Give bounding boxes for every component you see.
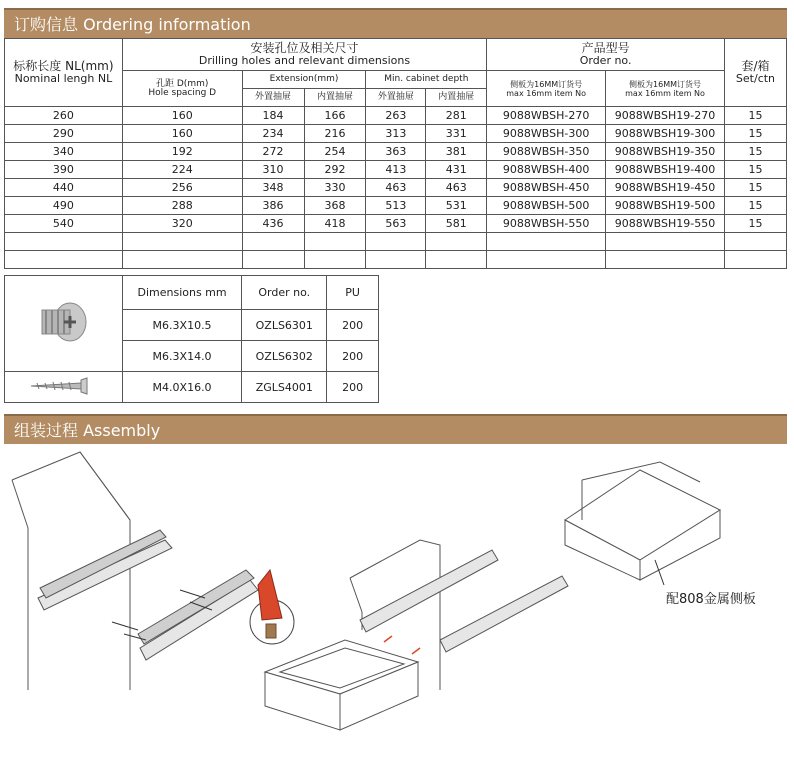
table-cell: 540 bbox=[5, 215, 123, 233]
table-cell: 9088WBSH19-400 bbox=[606, 161, 725, 179]
table-cell: 531 bbox=[426, 197, 487, 215]
depth-outer-header: 外置抽屉 bbox=[366, 89, 426, 107]
screw-order: OZLS6301 bbox=[242, 310, 327, 341]
table-cell: 15 bbox=[724, 107, 786, 125]
extension-header: Extension(mm) bbox=[242, 71, 366, 89]
table-cell: 320 bbox=[122, 215, 242, 233]
screw-order: ZGLS4001 bbox=[242, 372, 327, 403]
ordering-header: 订购信息 Ordering information bbox=[4, 8, 787, 38]
table-cell: 463 bbox=[426, 179, 487, 197]
table-cell: 413 bbox=[366, 161, 426, 179]
table-cell: 9088WBSH-500 bbox=[487, 197, 606, 215]
table-cell: 15 bbox=[724, 125, 786, 143]
table-cell: 15 bbox=[724, 215, 786, 233]
table-cell: 436 bbox=[242, 215, 304, 233]
table-cell: 9088WBSH-450 bbox=[487, 179, 606, 197]
table-cell: 15 bbox=[724, 197, 786, 215]
table-cell: 381 bbox=[426, 143, 487, 161]
table-cell: 292 bbox=[304, 161, 366, 179]
table-cell: 310 bbox=[242, 161, 304, 179]
table-cell: 216 bbox=[304, 125, 366, 143]
table-cell: 340 bbox=[5, 143, 123, 161]
screw-dim: M4.0X16.0 bbox=[122, 372, 242, 403]
table-cell: 463 bbox=[366, 179, 426, 197]
table-cell: 9088WBSH19-270 bbox=[606, 107, 725, 125]
metal-side-label: 配808金属侧板 bbox=[666, 592, 756, 607]
table-cell: 166 bbox=[304, 107, 366, 125]
table-cell: 9088WBSH19-450 bbox=[606, 179, 725, 197]
table-cell: 15 bbox=[724, 179, 786, 197]
side16-header-1: 侧板为16MM订货号 max 16mm item No bbox=[487, 71, 606, 107]
screw-pu: 200 bbox=[327, 341, 379, 372]
screw-order: OZLS6302 bbox=[242, 341, 327, 372]
table-cell: 9088WBSH-270 bbox=[487, 107, 606, 125]
table-cell: 563 bbox=[366, 215, 426, 233]
table-cell: 386 bbox=[242, 197, 304, 215]
table-cell: 263 bbox=[366, 107, 426, 125]
table-cell: 290 bbox=[5, 125, 123, 143]
nominal-length-header: 标称长度 NL(mm) Nominal lengh NL bbox=[5, 39, 123, 107]
cabinet-side-step1 bbox=[12, 452, 258, 690]
table-cell: 9088WBSH19-550 bbox=[606, 215, 725, 233]
ext-outer-header: 外置抽屉 bbox=[242, 89, 304, 107]
table-cell: 330 bbox=[304, 179, 366, 197]
table-cell: 254 bbox=[304, 143, 366, 161]
zoom-callout bbox=[250, 570, 294, 644]
table-cell: 418 bbox=[304, 215, 366, 233]
table-cell: 9088WBSH-550 bbox=[487, 215, 606, 233]
table-cell: 9088WBSH19-350 bbox=[606, 143, 725, 161]
table-cell: 348 bbox=[242, 179, 304, 197]
table-cell: 234 bbox=[242, 125, 304, 143]
table-cell: 288 bbox=[122, 197, 242, 215]
side16-header-2: 侧板为16MM订货号 max 16mm item No bbox=[606, 71, 725, 107]
table-cell: 192 bbox=[122, 143, 242, 161]
drawer-arrows bbox=[384, 636, 420, 654]
table-cell: 490 bbox=[5, 197, 123, 215]
screw-pu: 200 bbox=[327, 372, 379, 403]
cabinet-step2 bbox=[265, 540, 568, 730]
table-cell: 9088WBSH-400 bbox=[487, 161, 606, 179]
screw-order-header: Order no. bbox=[242, 276, 327, 310]
screw-dim: M6.3X10.5 bbox=[122, 310, 242, 341]
table-cell: 513 bbox=[366, 197, 426, 215]
table-cell: 9088WBSH-300 bbox=[487, 125, 606, 143]
pu-header: PU bbox=[327, 276, 379, 310]
table-cell: 331 bbox=[426, 125, 487, 143]
table-cell: 581 bbox=[426, 215, 487, 233]
dimensions-header: Dimensions mm bbox=[122, 276, 242, 310]
table-cell: 313 bbox=[366, 125, 426, 143]
metal-drawer-step3 bbox=[565, 462, 720, 585]
table-cell: 390 bbox=[5, 161, 123, 179]
assembly-header: 组装过程 Assembly bbox=[4, 414, 787, 444]
table-cell: 281 bbox=[426, 107, 487, 125]
table-cell: 9088WBSH19-300 bbox=[606, 125, 725, 143]
drilling-header: 安装孔位及相关尺寸 Drilling holes and relevant dimensions bbox=[122, 39, 486, 71]
table-cell: 256 bbox=[122, 179, 242, 197]
table-cell: 160 bbox=[122, 107, 242, 125]
hole-spacing-header: 孔距 D(mm) Hole spacing D bbox=[122, 71, 242, 107]
depth-inner-header: 内置抽屉 bbox=[426, 89, 487, 107]
screw-pu: 200 bbox=[327, 310, 379, 341]
table-cell: 260 bbox=[5, 107, 123, 125]
table-cell: 9088WBSH-350 bbox=[487, 143, 606, 161]
screw-dim: M6.3X14.0 bbox=[122, 341, 242, 372]
table-cell: 9088WBSH19-500 bbox=[606, 197, 725, 215]
order-no-header: 产品型号 Order no. bbox=[487, 39, 725, 71]
table-cell: 224 bbox=[122, 161, 242, 179]
table-cell: 440 bbox=[5, 179, 123, 197]
table-cell: 363 bbox=[366, 143, 426, 161]
table-cell: 15 bbox=[724, 161, 786, 179]
table-cell: 184 bbox=[242, 107, 304, 125]
set-per-carton-header: 套/箱 Set/ctn bbox=[724, 39, 786, 107]
table-cell: 431 bbox=[426, 161, 487, 179]
table-cell: 15 bbox=[724, 143, 786, 161]
table-cell: 272 bbox=[242, 143, 304, 161]
table-cell: 160 bbox=[122, 125, 242, 143]
table-cell: 368 bbox=[304, 197, 366, 215]
cabinet-depth-header: Min. cabinet depth bbox=[366, 71, 487, 89]
ext-inner-header: 内置抽屉 bbox=[304, 89, 366, 107]
